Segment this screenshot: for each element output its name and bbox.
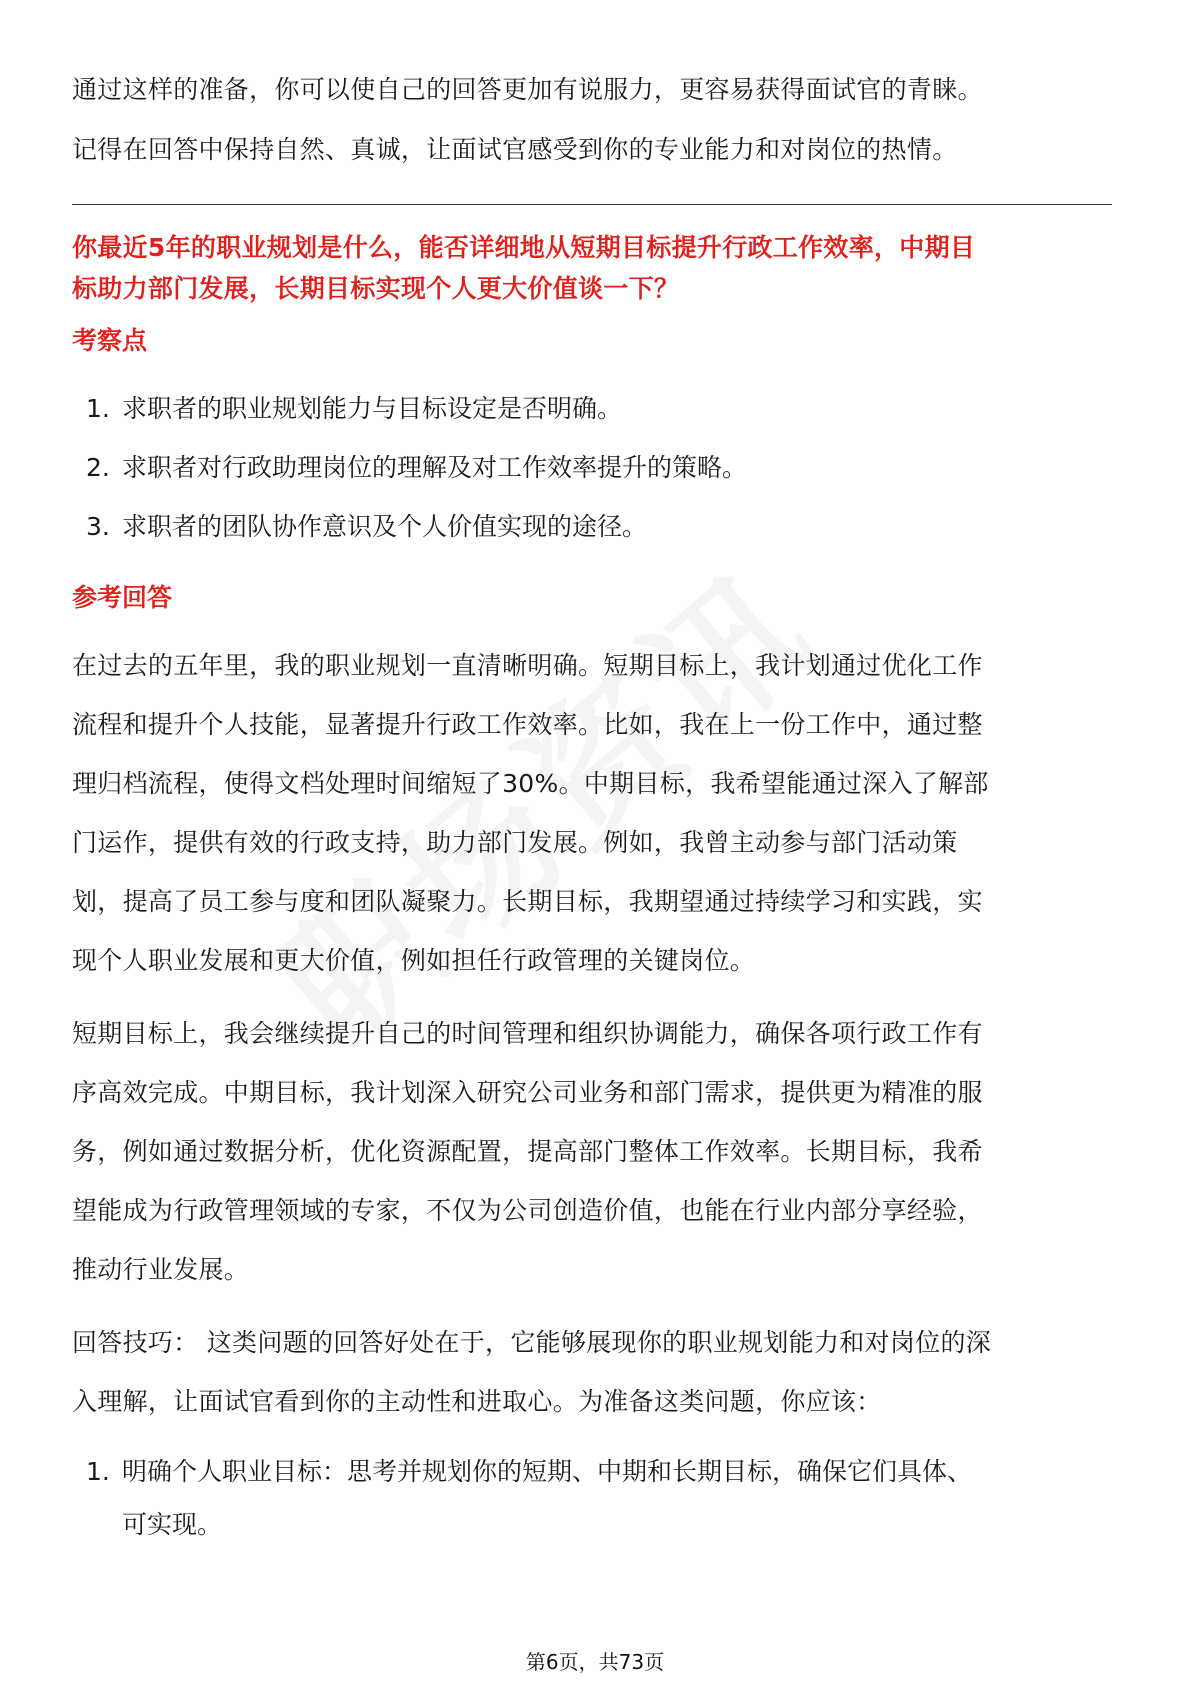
answer-line: 望能成为行政管理领域的专家，不仅为公司创造价值，也能在行业内部分享经验， xyxy=(72,1196,983,1225)
document-page xyxy=(72,60,1112,1551)
answer-line: 流程和提升个人技能，显著提升行政工作效率。比如，我在上一份工作中，通过整 xyxy=(72,710,983,739)
list-item xyxy=(72,497,1112,556)
list-text xyxy=(122,1445,1112,1551)
question-line: 标助力部门发展，长期目标实现个人更大价值谈一下？ xyxy=(72,274,680,303)
list-item xyxy=(72,438,1112,497)
tips-list xyxy=(72,1445,1112,1551)
answer-line: 推动行业发展。 xyxy=(72,1255,250,1284)
list-item xyxy=(72,1445,1112,1551)
answer-line: 现个人职业发展和更大价值，例如担任行政管理的关键岗位。 xyxy=(72,946,756,975)
list-number: 2. xyxy=(86,453,110,482)
list-number: 1. xyxy=(86,1457,110,1486)
page-number: 第6页，共73页 xyxy=(525,1650,665,1674)
answer-line: 在过去的五年里，我的职业规划一直清晰明确。短期目标上，我计划通过优化工作 xyxy=(72,651,983,680)
answer-line: 门运作，提供有效的行政支持，助力部门发展。例如，我曾主动参与部门活动策 xyxy=(72,828,958,857)
exam-points-list xyxy=(72,379,1112,556)
question-line: 你最近5年的职业规划是什么，能否详细地从短期目标提升行政工作效率，中期目 xyxy=(72,233,976,262)
list-number: 1. xyxy=(86,394,110,423)
section-divider xyxy=(72,204,1112,205)
answer-paragraph-2 xyxy=(72,1004,1112,1299)
answer-paragraph-1 xyxy=(72,636,1112,990)
answer-line: 划，提高了员工参与度和团队凝聚力。长期目标，我期望通过持续学习和实践，实 xyxy=(72,887,983,916)
answer-line: 理归档流程，使得文档处理时间缩短了30%。中期目标，我希望能通过深入了解部 xyxy=(72,769,989,798)
list-text: 求职者的职业规划能力与目标设定是否明确。 xyxy=(122,394,623,423)
answer-line: 务，例如通过数据分析，优化资源配置，提高部门整体工作效率。长期目标，我希 xyxy=(72,1137,983,1166)
answer-tips-paragraph xyxy=(72,1313,1112,1431)
list-item xyxy=(72,379,1112,438)
list-text-line: 明确个人职业目标：思考并规划你的短期、中期和长期目标，确保它们具体、 xyxy=(122,1457,973,1486)
intro-line: 通过这样的准备，你可以使自己的回答更加有说服力，更容易获得面试官的青睐。 xyxy=(72,75,983,104)
tips-line: 回答技巧： 这类问题的回答好处在于，它能够展现你的职业规划能力和对岗位的深 xyxy=(72,1328,992,1357)
list-text-line: 可实现。 xyxy=(122,1510,223,1539)
tips-line: 入理解，让面试官看到你的主动性和进取心。为准备这类问题，你应该： xyxy=(72,1387,882,1416)
intro-line: 记得在回答中保持自然、真诚，让面试官感受到你的专业能力和对岗位的热情。 xyxy=(72,135,958,164)
intro-paragraph xyxy=(72,60,1112,180)
list-number: 3. xyxy=(86,512,110,541)
list-text: 求职者对行政助理岗位的理解及对工作效率提升的策略。 xyxy=(122,453,748,482)
list-text: 求职者的团队协作意识及个人价值实现的途径。 xyxy=(122,512,648,541)
answer-line: 短期目标上，我会继续提升自己的时间管理和组织协调能力，确保各项行政工作有 xyxy=(72,1019,983,1048)
exam-points-title: 考察点 xyxy=(72,326,148,355)
reference-answer-title: 参考回答 xyxy=(72,583,173,612)
answer-line: 序高效完成。中期目标，我计划深入研究公司业务和部门需求，提供更为精准的服 xyxy=(72,1078,983,1107)
question-heading xyxy=(72,227,1112,309)
